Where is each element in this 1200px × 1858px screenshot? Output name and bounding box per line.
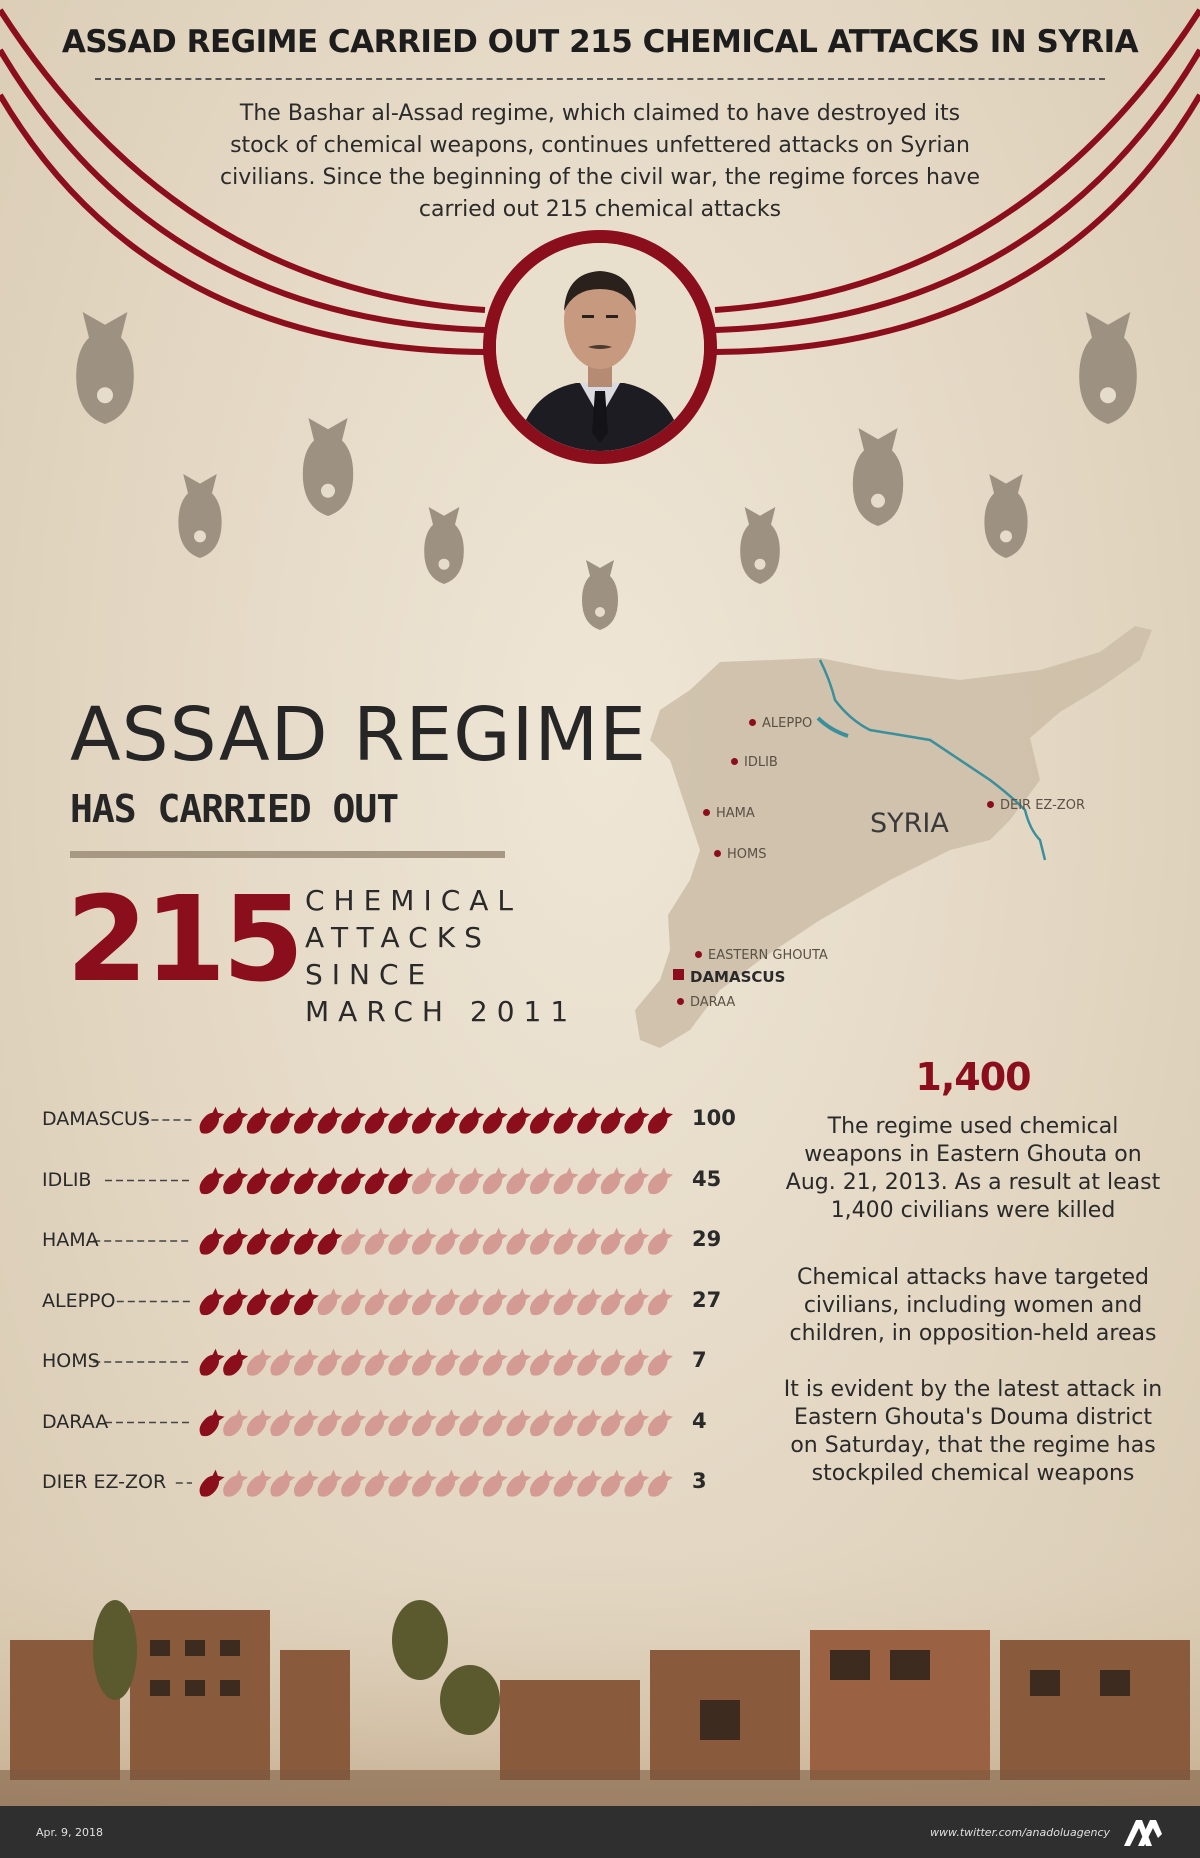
map-city-label: HAMA bbox=[716, 806, 755, 821]
chart-value-label: 29 bbox=[692, 1227, 722, 1251]
map-city-label: IDLIB bbox=[744, 755, 778, 770]
chart-category-label: ALEPPO bbox=[42, 1289, 116, 1312]
caption-line: ATTACKS SINCE bbox=[305, 921, 491, 991]
chart-category-label: HOMS bbox=[42, 1350, 100, 1372]
chart-value-label: 100 bbox=[692, 1106, 736, 1130]
page-title: ASSAD REGIME CARRIED OUT 215 CHEMICAL ATTACKS IN SYRIA bbox=[61, 24, 1139, 60]
chart-category-label: HAMA bbox=[42, 1229, 99, 1251]
caption-line: MARCH 2011 bbox=[305, 995, 578, 1028]
stat-number: 1,400 bbox=[915, 1055, 1031, 1099]
chart-category-label: IDLIB bbox=[42, 1168, 92, 1191]
chart-value-label: 45 bbox=[692, 1166, 722, 1191]
map-city-label: ALEPPO bbox=[762, 716, 813, 731]
map-city-label: DAMASCUS bbox=[690, 968, 786, 986]
headline-number: 215 bbox=[66, 870, 301, 1008]
footer-bar bbox=[0, 1806, 1200, 1858]
chart-value-label: 4 bbox=[692, 1408, 707, 1433]
footer-link[interactable]: www.twitter.com/anadoluagency bbox=[930, 1826, 1110, 1839]
map-city-label: HOMS bbox=[727, 847, 767, 862]
agency-logo-icon bbox=[1122, 1816, 1162, 1848]
footer-date: Apr. 9, 2018 bbox=[36, 1826, 103, 1839]
intro-line: The Bashar al-Assad regime, which claimed to have destroyed its bbox=[239, 101, 961, 126]
headline-title: ASSAD REGIME bbox=[70, 692, 648, 778]
fact-paragraph-3: It is evident by the latest attack in Eastern Ghouta's Douma district on Saturday, that the regime has stockpiled chemical weapons bbox=[783, 1377, 1163, 1486]
intro-line: carried out 215 chemical attacks bbox=[418, 197, 782, 222]
chart-value-label: 27 bbox=[692, 1287, 722, 1312]
intro-line: civilians. Since the beginning of the civil war, the regime forces have bbox=[220, 165, 980, 190]
fact-paragraph-2: Chemical attacks have targeted civilians, including women and children, in opposition-held areas bbox=[789, 1265, 1157, 1346]
chart-value-label: 3 bbox=[692, 1469, 707, 1493]
chart-category-label: DIER EZ-ZOR bbox=[42, 1471, 167, 1493]
headline-subtitle: HAS CARRIED OUT bbox=[70, 787, 399, 831]
map-city-label: EASTERN GHOUTA bbox=[708, 948, 828, 963]
map-city-label: DARAA bbox=[690, 995, 736, 1010]
map-city-label: DEIR EZ-ZOR bbox=[1000, 798, 1085, 813]
caption-line: CHEMICAL bbox=[305, 884, 523, 917]
chart-category-label: DAMASCUS bbox=[42, 1108, 150, 1130]
chart-value-label: 7 bbox=[692, 1348, 707, 1372]
chart-category-label: DARAA bbox=[42, 1410, 109, 1433]
map-country-label: SYRIA bbox=[870, 808, 949, 839]
fact-paragraph-1: The regime used chemical weapons in Eastern Ghouta on Aug. 21, 2013. As a result at least 1,400 civilians were killed bbox=[785, 1114, 1161, 1223]
intro-line: stock of chemical weapons, continues unfettered attacks on Syrian bbox=[230, 133, 970, 158]
